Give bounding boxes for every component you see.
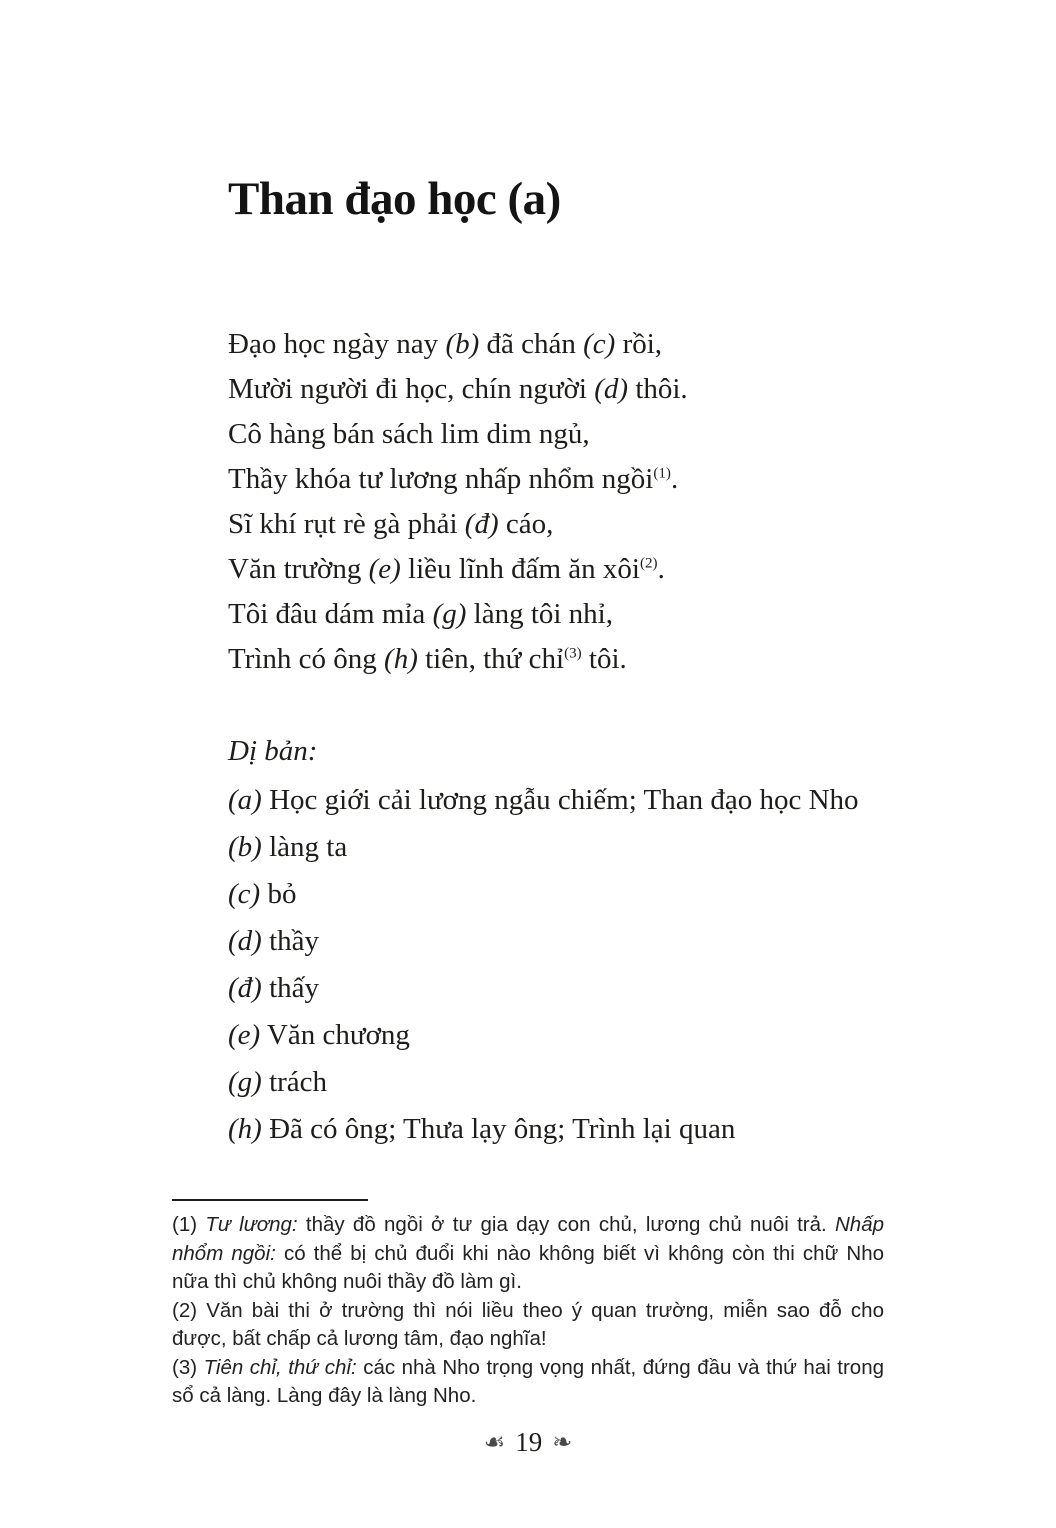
page-number: 19	[515, 1427, 543, 1457]
variants-list	[228, 777, 884, 1153]
variant-line: (e) Văn chương	[228, 1019, 410, 1051]
variant-line: (g) trách	[228, 1066, 328, 1098]
variant-line: (đ) thấy	[228, 972, 320, 1004]
page-title: Than đạo học (a)	[228, 173, 561, 225]
page-footer	[0, 1427, 1056, 1458]
variant-line: (c) bỏ	[228, 878, 297, 910]
poem-line: Sĩ khí rụt rè gà phải (đ) cáo,	[228, 508, 554, 540]
variants-heading: Dị bản:	[228, 735, 318, 767]
floral-ornament-left-icon: ☙	[483, 1429, 506, 1456]
variant-line: (h) Đã có ông; Thưa lạy ông; Trình lại quan	[228, 1113, 736, 1145]
poem-line: Mười người đi học, chín người (d) thôi.	[228, 373, 688, 405]
footnote: (2) Văn bài thi ở trường thì nói liều theo ý quan trường, miễn sao đỗ cho được, bất chấp cả lương tâm, đạo nghĩa!	[172, 1298, 884, 1350]
poem	[228, 322, 884, 682]
poem-line: Thầy khóa tư lương nhấp nhổm ngồi$^{(1)}$.	[228, 463, 679, 495]
poem-line: Đạo học ngày nay (b) đã chán (c) rồi,	[228, 328, 663, 360]
variant-line: (d) thầy	[228, 925, 320, 957]
poem-line: Tôi đâu dám mỉa (g) làng tôi nhỉ,	[228, 598, 613, 630]
variant-line: (b) làng ta	[228, 831, 348, 863]
footnote-divider	[172, 1199, 368, 1201]
footnote: (1) Tư lương: thầy đồ ngồi ở tư gia dạy con chủ, lương chủ nuôi trả. Nhấp nhổm ngồi: có thể bị chủ đuổi khi nào không biết vì không còn thi chữ Nho nữa thì chủ không nuôi thầy đồ làm gì.	[172, 1213, 884, 1293]
floral-ornament-right-icon: ❧	[552, 1429, 573, 1456]
variant-line: (a) Học giới cải lương ngẫu chiếm; Than đạo học Nho	[228, 784, 859, 816]
variants-section	[228, 728, 884, 1153]
poem-line: Trình có ông (h) tiên, thứ chỉ$^{(3)}$ tôi.	[228, 643, 627, 675]
poem-line: Văn trường (e) liều lĩnh đấm ăn xôi$^{(2)}$.	[228, 553, 665, 585]
footnote: (3) Tiên chỉ, thứ chỉ: các nhà Nho trọng vọng nhất, đứng đầu và thứ hai trong sổ cả làng. Làng đây là làng Nho.	[172, 1355, 885, 1407]
poem-line: Cô hàng bán sách lim dim ngủ,	[228, 418, 590, 450]
footnotes-section	[172, 1211, 884, 1411]
